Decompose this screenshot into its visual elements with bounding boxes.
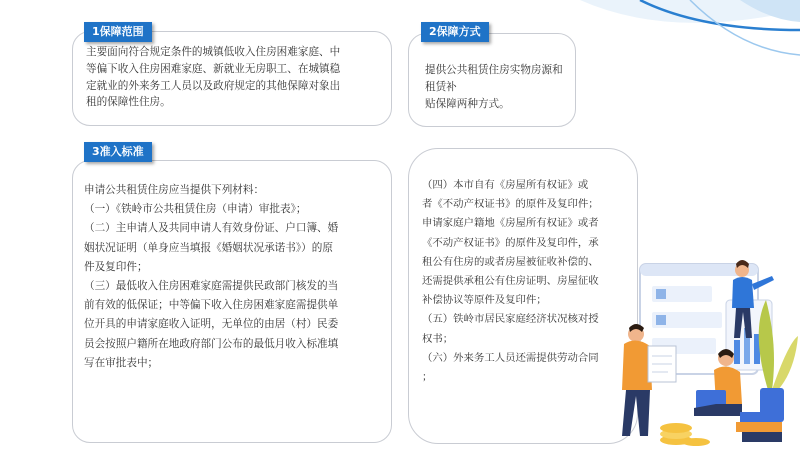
text-line: （二）主申请人及共同申请人有效身份证、户口簿、婚	[84, 222, 339, 235]
text-line: 提供公共租赁住房实物房源和租赁补	[425, 64, 563, 93]
text-line: 前有效的低保证；中等偏下收入住房困难家庭需提供单	[84, 299, 339, 312]
text-line: 件及复印件；	[84, 260, 148, 273]
text-line: 等偏下收入住房困难家庭、新就业无房职工、在城镇稳	[86, 62, 341, 75]
text-line: 租的保障性住房。	[86, 96, 171, 109]
text-line: 《不动产权证书》的原件及复印件，承	[422, 236, 599, 249]
check-box-icon	[656, 289, 666, 299]
text-line: （三）最低收入住房困难家庭需提供民政部门核发的当	[84, 280, 339, 293]
text-line: 权书；	[422, 332, 454, 345]
text-line: 还需提供承租公有住房证明、房屋征收	[422, 275, 599, 288]
text-line: 贴保障两种方式。	[425, 97, 510, 110]
text-line: 主要面向符合规定条件的城镇低收入住房困难家庭、中	[86, 46, 341, 58]
eligibility-text	[84, 181, 384, 373]
coverage-tag: 1保障范围	[84, 22, 152, 42]
office-people-illustration	[596, 240, 800, 450]
text-line: 者《不动产权证书》的原件及复印件；	[422, 198, 599, 211]
text-line: 姻状况证明（单身应当填报《婚姻状况承诺书》）的原	[84, 241, 333, 254]
text-line: 申请公共租赁住房应当提供下列材料：	[84, 184, 265, 196]
text-line: 租公有住房的或者房屋被征收补偿的、	[422, 255, 599, 268]
text-line: ；	[422, 371, 433, 384]
text-line: （一）《铁岭市公共租赁住房（申请）审批表》；	[84, 203, 307, 216]
method-text	[425, 62, 569, 112]
text-line: 申请家庭户籍地《房屋所有权证》或者	[422, 217, 599, 230]
text-line: （四）本市自有《房屋所有权证》或	[422, 179, 589, 191]
coverage-text	[86, 44, 382, 111]
text-line: （六）外来务工人员还需提供劳动合同	[422, 351, 599, 364]
books-icon	[740, 412, 780, 422]
method-tag: 2保障方式	[421, 22, 489, 42]
text-line: 写在审批表中；	[84, 356, 159, 369]
eligibility-tag: 3准入标准	[84, 142, 152, 162]
text-line: （五）铁岭市居民家庭经济状况核对授	[422, 313, 599, 326]
text-line: 补偿协议等原件及复印件；	[422, 294, 547, 307]
text-line: 员会按照户籍所在地政府部门公布的最低月收入标准填	[84, 337, 339, 350]
text-line: 定就业的外来务工人员以及政府规定的其他保障对象出	[86, 79, 341, 92]
check-box-icon	[656, 315, 666, 325]
text-line: 位开具的申请家庭收入证明，无单位的由居（村）民委	[84, 318, 339, 331]
